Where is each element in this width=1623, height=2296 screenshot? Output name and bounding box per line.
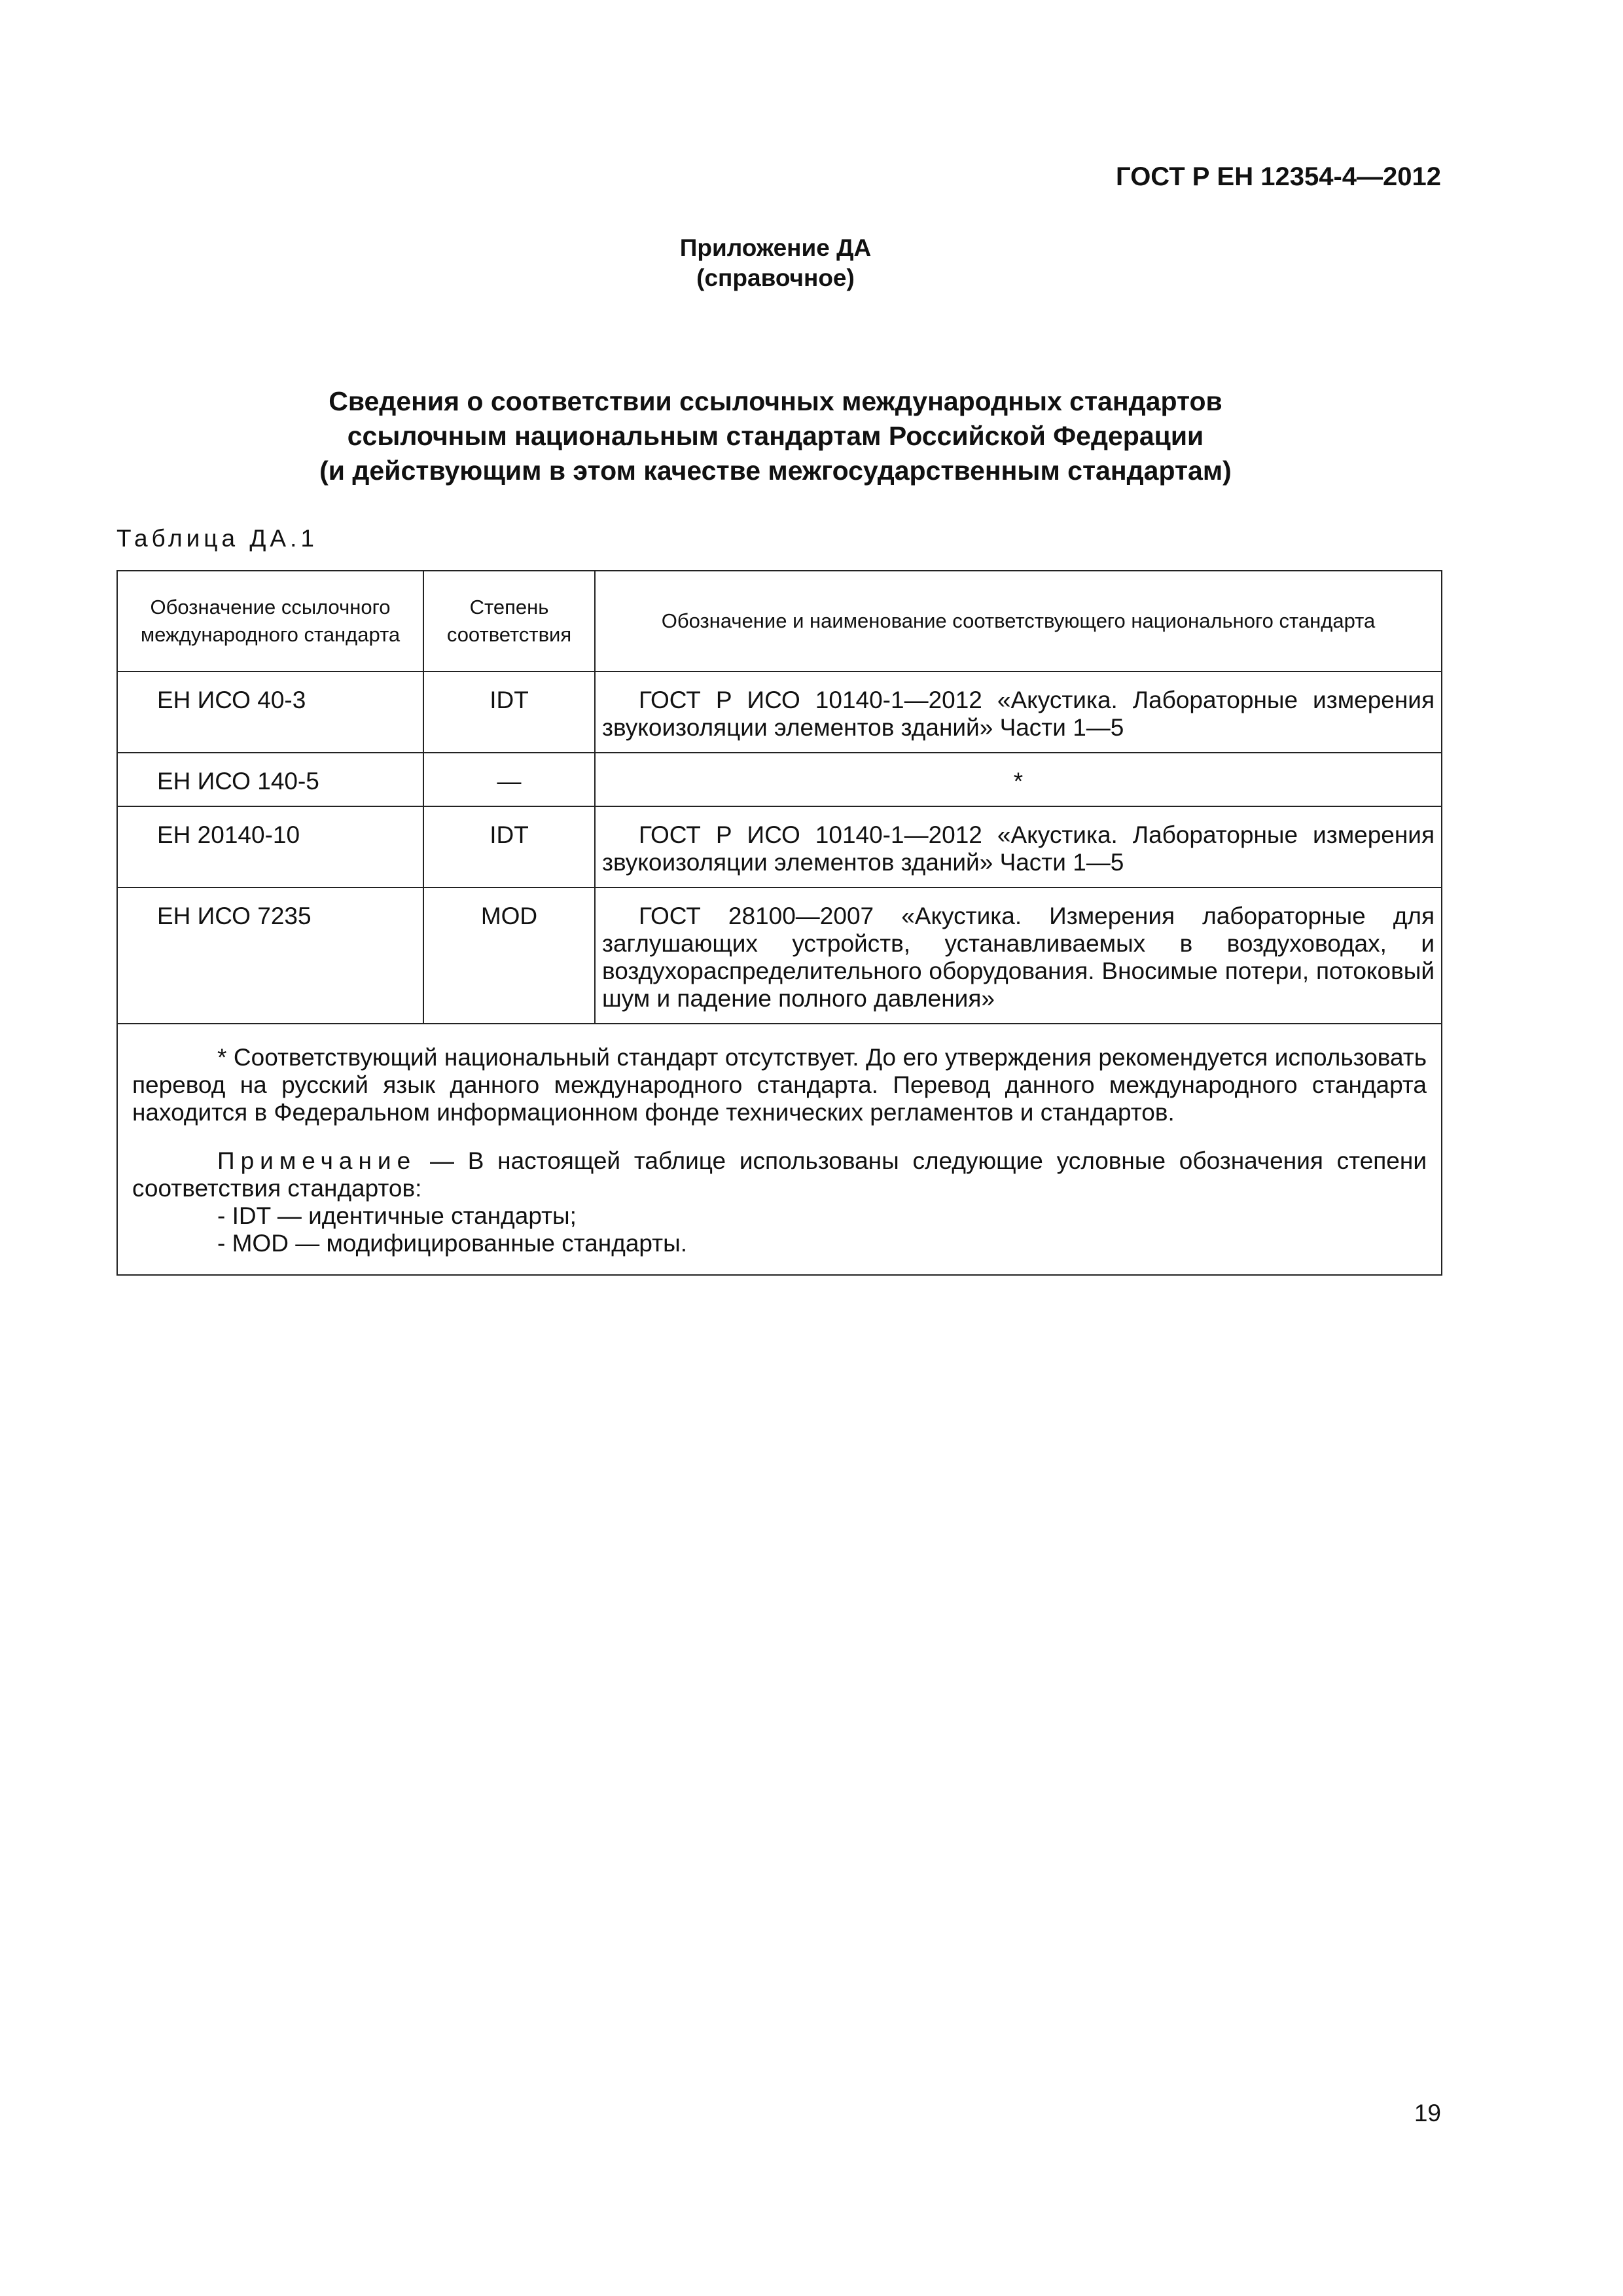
degree-cell: IDT xyxy=(423,672,595,753)
table-row xyxy=(117,806,1442,888)
reference-standard-cell: ЕН ИСО 40-3 xyxy=(117,672,423,753)
national-standard-cell: * xyxy=(595,753,1442,806)
note-list-item: - MOD — модифицированные стандарты. xyxy=(217,1230,687,1257)
national-standard-cell: ГОСТ 28100—2007 «Акустика. Измерения лабораторные для заглушающих устройств, устанавливаемых в воздуховодах, и воздухораспределительного оборудования. Вносимые потери, потоковый шум и падение полного давления» xyxy=(595,888,1442,1024)
column-header-reference: Обозначение ссылочного международного стандарта xyxy=(117,571,423,672)
page-number: 19 xyxy=(1414,2100,1441,2126)
note xyxy=(132,1147,1427,1202)
section-heading-line-1: Сведения о соответствии ссылочных международных стандартов xyxy=(329,386,1222,416)
document-code: ГОСТ Р ЕН 12354-4—2012 xyxy=(1116,162,1441,191)
degree-cell: MOD xyxy=(423,888,595,1024)
note-list-item: - IDT — идентичные стандарты; xyxy=(217,1202,577,1229)
appendix-subtitle: (справочное) xyxy=(696,264,855,291)
table-header-row xyxy=(117,571,1442,672)
national-standard-cell: ГОСТ Р ИСО 10140-1—2012 «Акустика. Лабораторные измерения звукоизоляции элементов зданий» Части 1—5 xyxy=(595,672,1442,753)
appendix-title: Приложение ДА xyxy=(679,234,872,261)
column-header-national: Обозначение и наименование соответствующего национального стандарта xyxy=(595,571,1442,672)
section-heading-line-2: ссылочным национальным стандартам Российской Федерации xyxy=(347,421,1204,451)
national-standard-cell: ГОСТ Р ИСО 10140-1—2012 «Акустика. Лабораторные измерения звукоизоляции элементов зданий» Части 1—5 xyxy=(595,806,1442,888)
degree-cell: — xyxy=(423,753,595,806)
note-label: Примечание xyxy=(217,1147,417,1174)
table-notes xyxy=(117,1024,1442,1275)
table-footer-row xyxy=(117,1024,1442,1275)
table-row xyxy=(117,672,1442,753)
standards-correspondence-table xyxy=(116,570,1442,1276)
table-row xyxy=(117,753,1442,806)
reference-standard-cell: ЕН 20140-10 xyxy=(117,806,423,888)
section-heading-line-3: (и действующим в этом качестве межгосударственным стандартам) xyxy=(319,456,1232,486)
table-label: Таблица ДА.1 xyxy=(116,525,318,552)
column-header-degree: Степень соответствия xyxy=(423,571,595,672)
reference-standard-cell: ЕН ИСО 7235 xyxy=(117,888,423,1024)
reference-standard-cell: ЕН ИСО 140-5 xyxy=(117,753,423,806)
degree-cell: IDT xyxy=(423,806,595,888)
note-text: — В настоящей таблице использованы следующие условные обозначения степени соответствия стандартов: xyxy=(132,1147,1427,1202)
table-row xyxy=(117,888,1442,1024)
footnote: * Соответствующий национальный стандарт отсутствует. До его утверждения рекомендуется использовать перевод на русский язык данного международного стандарта. Перевод данного международного стандарта находится в Федеральном информационном фонде технических регламентов и стандартов. xyxy=(132,1044,1427,1126)
